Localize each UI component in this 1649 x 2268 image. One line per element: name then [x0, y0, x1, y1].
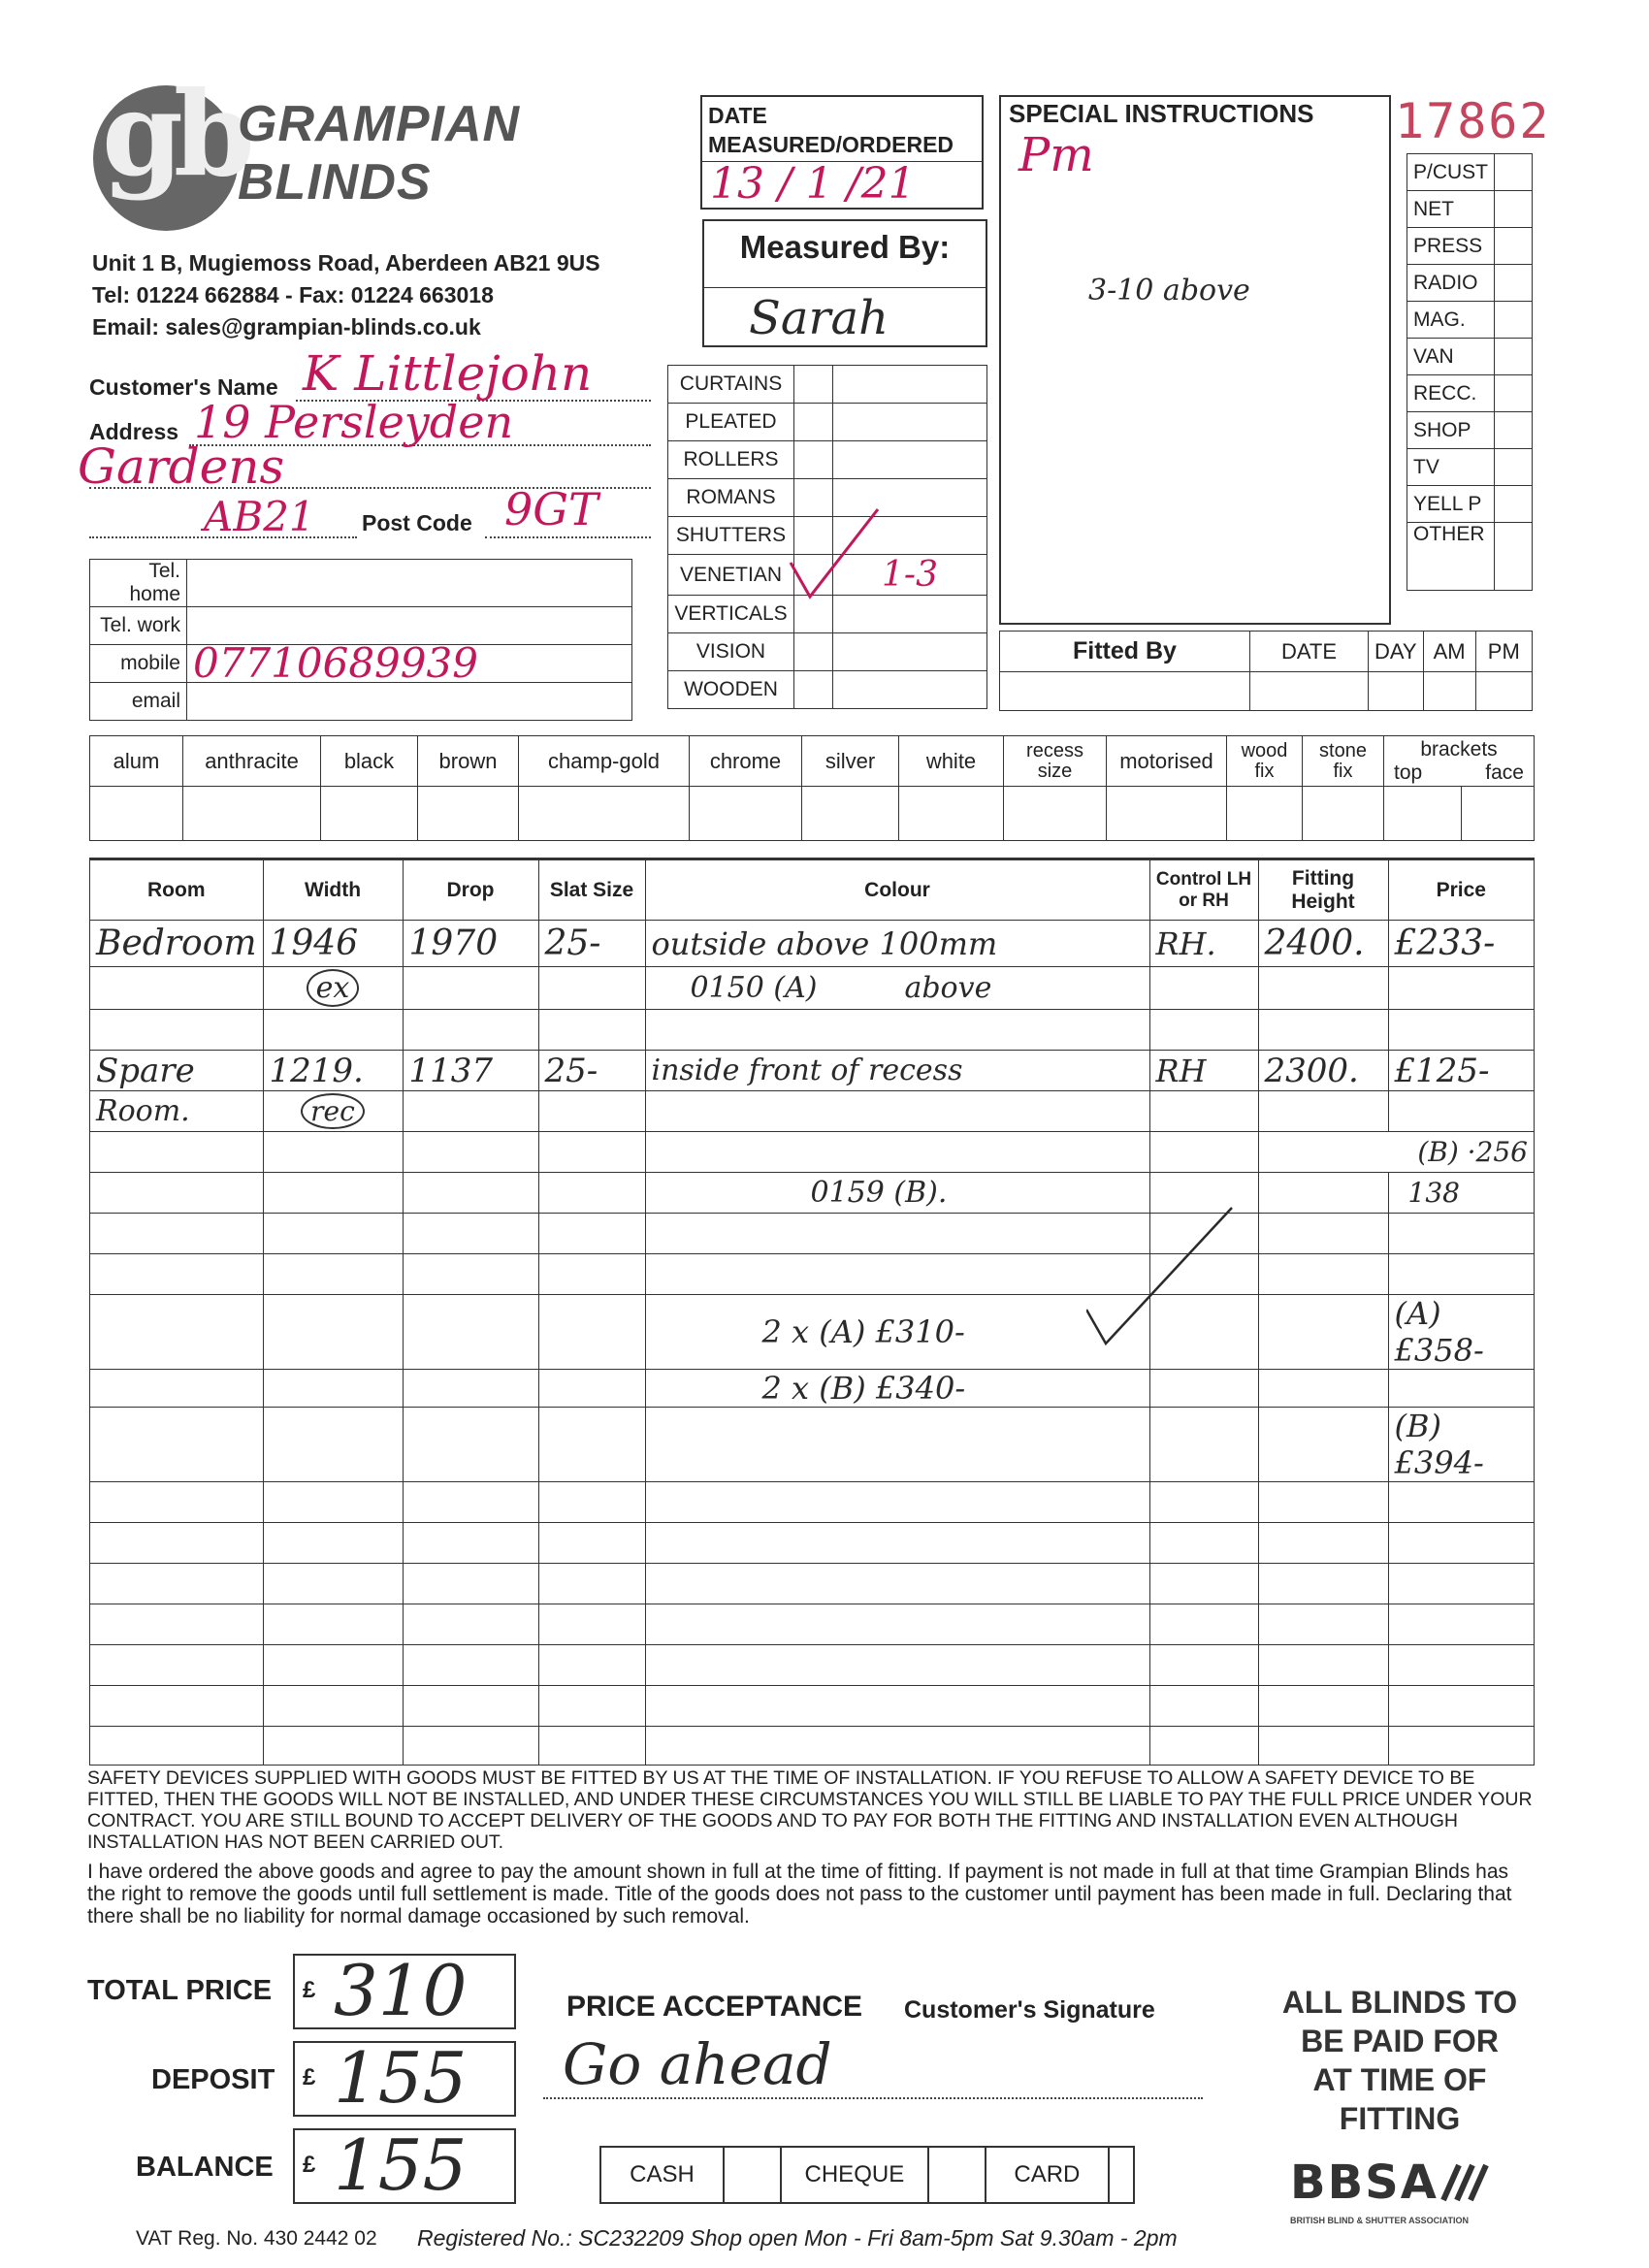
date-label-2: MEASURED/ORDERED: [708, 132, 954, 157]
brand-name-line2: BLINDS: [238, 154, 432, 211]
customer-name-label: Customer's Name: [89, 374, 278, 400]
r1-control: RH.: [1149, 921, 1258, 967]
company-email: Email: sales@grampian-blinds.co.uk: [92, 314, 481, 340]
finish-white: white: [899, 736, 1004, 787]
total-price-box: [293, 1950, 516, 2031]
pay-cheque-checkbox[interactable]: [928, 2147, 986, 2203]
fitted-pm-label: PM: [1475, 632, 1532, 672]
r1-colour-extra: above: [904, 971, 992, 1005]
r1-colour: outside above 100mm: [645, 921, 1149, 967]
deposit-box: [293, 2037, 516, 2119]
r2-slat: 25-: [538, 1051, 645, 1091]
finish-options-table: [89, 735, 1535, 841]
finish-brackets-face: face: [1485, 761, 1524, 784]
referral-pcust: P/CUST: [1407, 154, 1495, 191]
address-line3: AB21: [204, 493, 315, 540]
colour-b: 0159 (B).: [645, 1173, 1149, 1214]
r1-colour-code: 0150 (A): [690, 971, 818, 1005]
address-line1: 19 Persleyden: [194, 396, 514, 448]
referral-mag: MAG.: [1407, 302, 1495, 339]
vat-number: VAT Reg. No. 430 2442 02: [136, 2227, 377, 2250]
notice-line-4: FITTING: [1339, 2101, 1461, 2136]
tel-home-label: Tel. home: [90, 560, 187, 607]
notice-line-2: BE PAID FOR: [1301, 2024, 1499, 2058]
finish-black: black: [321, 736, 418, 787]
special-instructions-note-2: 3-10 above: [1088, 274, 1250, 308]
fitted-date-label: DATE: [1250, 632, 1369, 672]
mobile-label: mobile: [90, 645, 187, 683]
notice-line-3: AT TIME OF: [1312, 2062, 1487, 2097]
finish-wood-fix: wood fix: [1227, 736, 1303, 787]
special-instructions-box: [999, 95, 1391, 625]
referral-tv: TV: [1407, 449, 1495, 486]
finish-brackets: brackets: [1420, 737, 1498, 761]
customer-signature: Go ahead: [563, 2031, 832, 2097]
contact-table: [89, 559, 632, 721]
agreement-terms: I have ordered the above goods and agree to pay the amount shown in full at the time of fitting. If payment is not made in full at that time Grampian Blinds has the right to remove the goods until full settlement is made. Title of the goods does not pass to the customer until payment has been made in full. Declaring that there shall be no liability for normal damage occasioned by such removal.: [87, 1861, 1512, 1928]
pay-cash-label: CASH: [600, 2147, 724, 2203]
approval-tick-icon: [1086, 1203, 1242, 1358]
header-fitting-height: Fitting Height: [1258, 860, 1388, 921]
finish-brown: brown: [418, 736, 519, 787]
header-width: Width: [263, 860, 403, 921]
type-shutters: SHUTTERS: [668, 517, 794, 555]
type-wooden: WOODEN: [668, 671, 794, 709]
total-currency: £: [303, 1977, 316, 2003]
r1-width-note: ex: [307, 969, 360, 1007]
date-box: [700, 95, 984, 210]
type-rollers: ROLLERS: [668, 441, 794, 479]
header-price: Price: [1388, 860, 1535, 921]
fitted-am-label: AM: [1423, 632, 1475, 672]
finish-champ-gold: champ-gold: [519, 736, 690, 787]
postcode-label: Post Code: [362, 510, 472, 535]
deposit-currency: £: [303, 2064, 316, 2090]
finish-motorised: motorised: [1107, 736, 1227, 787]
company-address: Unit 1 B, Mugiemoss Road, Aberdeen AB21 9US: [92, 250, 600, 275]
order-number: 17862: [1395, 93, 1551, 149]
pay-cheque-label: CHEQUE: [781, 2147, 927, 2203]
referral-other: OTHER: [1407, 523, 1495, 591]
balance-box: [293, 2124, 516, 2206]
r1-drop: 1970: [403, 921, 538, 967]
brand-name-line1: GRAMPIAN: [238, 96, 521, 152]
price-acceptance-label: PRICE ACCEPTANCE: [566, 1991, 863, 2023]
finish-stone-fix: stone fix: [1303, 736, 1384, 787]
r2-width-note: rec: [301, 1093, 365, 1129]
deposit-value: 155: [334, 2037, 468, 2119]
referral-shop: SHOP: [1407, 412, 1495, 449]
special-instructions-label: SPECIAL INSTRUCTIONS: [1009, 99, 1314, 128]
payment-method-table: [599, 2146, 1135, 2204]
payment-notice: [1224, 1983, 1575, 2138]
special-instructions-note-1: Pm: [1018, 128, 1094, 182]
bbsa-caption: BRITISH BLIND & SHUTTER ASSOCIATION: [1290, 2216, 1469, 2225]
finish-anthracite: anthracite: [183, 736, 321, 787]
registered-info: Registered No.: SC232209 Shop open Mon - Fri 8am-5pm Sat 9.30am - 2pm: [417, 2225, 1178, 2251]
type-pleated: PLEATED: [668, 404, 794, 441]
r2-drop: 1137: [403, 1051, 538, 1091]
r1-slat: 25-: [538, 921, 645, 967]
balance-currency: £: [303, 2152, 316, 2178]
referral-radio: RADIO: [1407, 265, 1495, 302]
email-value: [187, 683, 632, 721]
finish-recess-size: recess size: [1004, 736, 1107, 787]
bbsa-stripes-icon: [1439, 2161, 1498, 2204]
bbsa-logo: BBSA: [1290, 2155, 1439, 2210]
balance-label: BALANCE: [136, 2152, 274, 2183]
calc-b: 2 x (B) £340-: [645, 1370, 1149, 1408]
venetian-tick-icon: [786, 504, 883, 601]
price-a: (A) £358-: [1388, 1295, 1535, 1370]
referral-press: PRESS: [1407, 228, 1495, 265]
calc-a: 2 x (A) £310-: [645, 1295, 1149, 1370]
company-phone: Tel: 01224 662884 - Fax: 01224 663018: [92, 282, 494, 308]
type-curtains: CURTAINS: [668, 366, 794, 404]
r1-price: £233-: [1388, 921, 1535, 967]
postcode-value: 9GT: [504, 483, 598, 535]
r2-price: £125-: [1388, 1051, 1535, 1091]
finish-alum: alum: [90, 736, 183, 787]
r2-colour: inside front of recess: [645, 1051, 1149, 1091]
tel-home-value: [187, 560, 632, 607]
venetian-note: 1-3: [833, 555, 987, 596]
finish-silver: silver: [802, 736, 899, 787]
customer-name-value: K Littlejohn: [303, 345, 593, 402]
header-room: Room: [90, 860, 264, 921]
r1-width: 1946: [263, 921, 403, 967]
referral-table: [1406, 153, 1533, 591]
signature-label: Customer's Signature: [904, 1996, 1155, 2024]
referral-net: NET: [1407, 191, 1495, 228]
measured-by-value: Sarah: [749, 291, 889, 345]
deposit-label: DEPOSIT: [151, 2064, 275, 2095]
r2-height: 2300.: [1258, 1051, 1388, 1091]
date-value: 13 / 1 /21: [710, 159, 916, 209]
type-venetian: VENETIAN: [668, 555, 794, 596]
tel-work-label: Tel. work: [90, 607, 187, 645]
r1-room: Bedroom: [90, 921, 264, 967]
measured-by-box: [702, 219, 987, 347]
address-label: Address: [89, 419, 179, 444]
r1-height: 2400.: [1258, 921, 1388, 967]
measured-by-label: Measured By:: [739, 229, 951, 265]
r2-room: Spare: [90, 1051, 264, 1091]
pay-card-label: CARD: [986, 2147, 1109, 2203]
header-drop: Drop: [403, 860, 538, 921]
r2-control: RH: [1149, 1051, 1258, 1091]
total-price-label: TOTAL PRICE: [87, 1975, 273, 2006]
notice-line-1: ALL BLINDS TO: [1281, 1985, 1518, 2020]
referral-van: VAN: [1407, 339, 1495, 375]
order-table: [89, 859, 1535, 1766]
r2-width: 1219.: [263, 1051, 403, 1091]
r2-room-cont: Room.: [90, 1091, 264, 1132]
mobile-value: 07710689939: [187, 645, 632, 683]
total-price-value: 310: [334, 1950, 468, 2031]
address-line2: Gardens: [78, 438, 285, 495]
type-verticals: VERTICALS: [668, 596, 794, 633]
header-colour: Colour: [645, 860, 1149, 921]
pay-cash-checkbox[interactable]: [724, 2147, 781, 2203]
type-vision: VISION: [668, 633, 794, 671]
price-b: (B) £394-: [1388, 1408, 1535, 1482]
finish-brackets-top: top: [1394, 761, 1423, 784]
balance-value: 155: [334, 2124, 468, 2206]
fitted-by-label: Fitted By: [1000, 632, 1250, 672]
fitted-by-table: [999, 631, 1533, 711]
referral-recc: RECC.: [1407, 375, 1495, 412]
pay-card-checkbox[interactable]: [1109, 2147, 1134, 2203]
type-romans: ROMANS: [668, 479, 794, 517]
finish-chrome: chrome: [690, 736, 802, 787]
logo-letters: gb: [102, 66, 245, 203]
b-note-2: 138: [1388, 1173, 1535, 1214]
b-note: (B) ·256: [1258, 1132, 1535, 1173]
safety-terms: SAFETY DEVICES SUPPLIED WITH GOODS MUST BE FITTED BY US AT THE TIME OF INSTALLATION. IF YOU REFUSE TO ALLOW A SAFETY DEVICE TO BE FITTED, THEN THE GOODS WILL NOT BE INSTALLED, AND UNDER THESE CIRCUMSTANCES YOU WILL STILL BE LIABLE TO PAY THE FULL PRICE UNDER YOUR CONTRACT. YOU ARE STILL BOUND TO ACCEPT DELIVERY OF THE GOODS AND TO PAY FOR BOTH THE FITTING AND INSTALLATION EVEN ALTHOUGH INSTALLATION HAS NOT BEEN CARRIED OUT.: [87, 1767, 1533, 1853]
referral-yellp: YELL P: [1407, 486, 1495, 523]
fitted-day-label: DAY: [1369, 632, 1424, 672]
email-label: email: [90, 683, 187, 721]
date-label-1: DATE: [708, 103, 767, 128]
header-control: Control LH or RH: [1149, 860, 1258, 921]
header-slat-size: Slat Size: [538, 860, 645, 921]
